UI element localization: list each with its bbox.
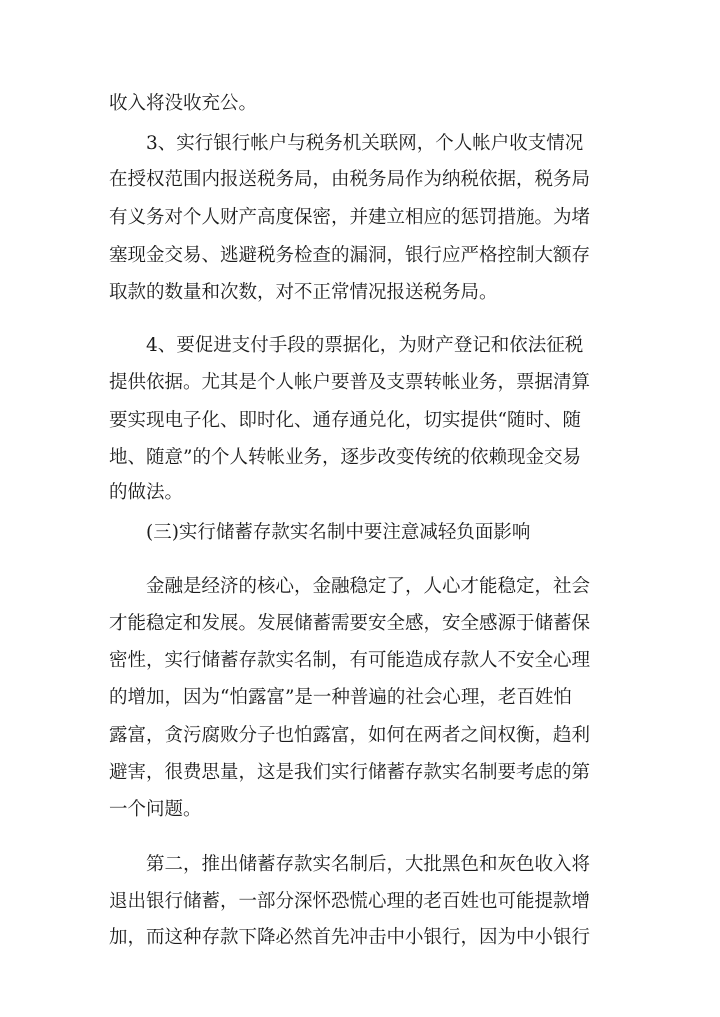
line-text: 取款的数量和次数，对不正常情况报送税务局。: [109, 282, 498, 303]
text-line: [0, 328, 720, 364]
text-line: [0, 162, 720, 198]
line-text: 避害，很费思量，这是我们实行储蓄存款实名制要考虑的第: [109, 762, 591, 783]
line-text: 3、实行银行帐户与税务机关联网，个人帐户收支情况: [146, 133, 584, 154]
section-heading: [0, 515, 720, 551]
line-text: 的增加，因为“怕露富”是一种普遍的社会心理，老百姓怕: [109, 687, 572, 708]
text-line: [0, 440, 720, 476]
text-line: [0, 569, 720, 605]
line-text: 塞现金交易、逃避税务检查的漏洞，银行应严格控制大额存: [109, 245, 591, 266]
text-line: [0, 643, 720, 679]
line-text: 提供依据。尤其是个人帐户要普及支票转帐业务，票据清算: [109, 372, 591, 393]
text-line: [0, 365, 720, 401]
line-text: 金融是经济的核心，金融稳定了，人心才能稳定，社会: [146, 576, 591, 597]
line-text: 4、要促进支付手段的票据化，为财产登记和依法征税: [146, 335, 584, 356]
text-line: [0, 275, 720, 311]
line-text: 密性，实行储蓄存款实名制，有可能造成存款人不安全心理: [109, 650, 591, 671]
line-text: 一个问题。: [109, 799, 202, 820]
line-text: 有义务对个人财产高度保密，并建立相应的惩罚措施。为堵: [109, 207, 591, 228]
text-line: [0, 238, 720, 274]
text-line: [0, 755, 720, 791]
heading-text: (三)实行储蓄存款实名制中要注意减轻负面影响: [146, 522, 531, 543]
text-line: [0, 884, 720, 920]
line-text: 收入将没收充公。: [109, 93, 258, 114]
text-line: [0, 606, 720, 642]
text-line: [0, 680, 720, 716]
line-text: 露富，贪污腐败分子也怕露富，如何在两者之间权衡，趋利: [109, 725, 591, 746]
line-text: 要实现电子化、即时化、通存通兑化，切实提供“随时、随: [109, 410, 581, 431]
line-text: 才能稳定和发展。发展储蓄需要安全感，安全感源于储蓄保: [109, 613, 591, 634]
text-line: [0, 200, 720, 236]
line-text: 的做法。: [109, 482, 184, 503]
text-line: [0, 86, 720, 122]
text-line: [0, 718, 720, 754]
text-line: [0, 792, 720, 828]
line-text: 在授权范围内报送税务局，由税务局作为纳税依据，税务局: [109, 169, 591, 190]
line-text: 地、随意”的个人转帐业务，逐步改变传统的依赖现金交易: [109, 447, 581, 468]
text-line: [0, 403, 720, 439]
line-text: 退出银行储蓄，一部分深怀恐慌心理的老百姓也可能提款增: [109, 891, 591, 912]
line-text: 第二，推出储蓄存款实名制后，大批黑色和灰色收入将: [146, 854, 591, 875]
text-line: [0, 126, 720, 162]
line-text: 加，而这种存款下降必然首先冲击中小银行，因为中小银行: [109, 927, 591, 948]
text-line: [0, 475, 720, 511]
text-line: [0, 847, 720, 883]
text-line: [0, 920, 720, 956]
